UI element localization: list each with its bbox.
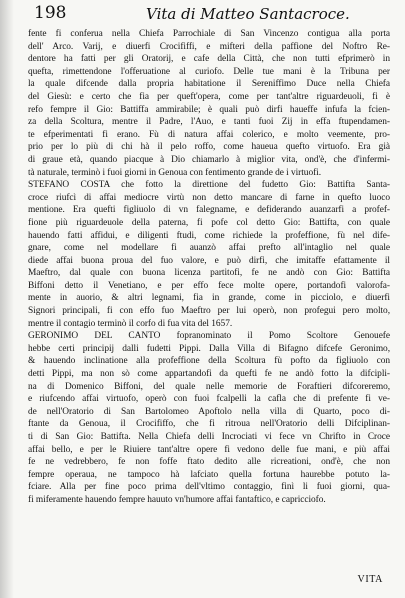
- text-line: mente in auorio, & altri legnami, fia in grande, come in picciolo, e diuerfi: [28, 293, 390, 304]
- text-line: mentre il contagio terminò il corfo di fua vita del 1657.: [28, 318, 233, 329]
- text-line: fempre operaua, ne tampoco hà lafciato quella fortuna haurebbe potuto la-: [28, 469, 390, 480]
- text-line: detti Pippi, ma non sò come appartandofi da quefti fe ne andò fotto la difcipli-: [28, 369, 390, 380]
- text-line: te efperimentati fi erano. Fù di natura affai colerico, e molto veemente, pro-: [28, 129, 390, 140]
- text-line: del Giesù: e certo che fia per queft'opera, come per tant'altre riguardeuoli, fi è: [28, 91, 390, 102]
- text-line: croce riufcì di affai mediocre virtù non detto mancare di farne in quefto luoco: [28, 192, 390, 203]
- text-line: dentore ha fatti per gli Oratorij, e cafe della Città, che non tutti efprimerò in: [28, 54, 390, 65]
- text-line: dell' Arco. Varij, e diuerfi Crocififfi, e mifteri della paffione del Noftro Re-: [28, 41, 390, 52]
- text-line: fente fi conferua nella Chiefa Parrochiale di San Vincenzo contigua alla porta: [28, 29, 390, 39]
- running-title: Vita di Matteo Santacroce.: [146, 5, 350, 23]
- text-line: tà naturale, terminò i fuoi giorni in Genoua con fentimento grande de i virtuofi.: [28, 167, 321, 178]
- page-number: 198: [34, 3, 67, 23]
- page-header: [34, 4, 374, 22]
- text-line: ftante da Genoua, il Crocififfo, che fi ritroua nell'Oratorio delli Difciplinan-: [28, 419, 390, 430]
- text-line: Biffoni detto il Venetiano, e per effo fece molte opere, portandofi valorofa-: [28, 280, 390, 291]
- text-line: prio per lo più di chi hà il pelo roffo, come haueua quefto virtuofo. Era già: [28, 142, 390, 153]
- text-line: affai bello, e per le Riuiere tant'altre opere fi vedono delle fue mani, e più affai: [28, 444, 390, 455]
- text-line: mentione. Era quefti figliuolo di vn falegname, e defiderando auanzarfi a profef-: [28, 205, 390, 216]
- text-line: ti di San Gio: Battifta. Nella Chiefa delli Incrociati vi fece vn Chrifto in Croce: [28, 432, 390, 442]
- body-text: [28, 28, 390, 507]
- text-line: & hauendo inclinatione alla profeffione della Scoltura fù pofto da figliuolo con: [28, 356, 390, 367]
- text-line: na di Domenico Biffoni, del quale nelle memorie de Foraftieri difcoreremo,: [28, 381, 390, 392]
- text-line: e riufcendo affai virtuofo, operò con fuoi fcalpelli la cafla che di prefente fi ve-: [28, 394, 390, 405]
- text-line: quefta, rimettendone l'offeruatione al curiofo. Delle tue mani è la Tribuna per: [28, 66, 390, 77]
- text-line: diede affai buona proua del fuo valore, e può dirfi, che imitaffe efattamente il: [28, 255, 390, 266]
- text-line: hauendo fatti affidui, e diligenti ftudi, come richiede la profeffione, fù nel dife-: [28, 230, 390, 241]
- text-line: Signori principali, fi con effo fuo Maeftro per lui operò, non profegui pero molto,: [28, 306, 390, 317]
- text-line: de nell'Oratorio di San Bartolomeo Apoftolo nella villa di Quarto, poco di-: [28, 406, 390, 417]
- text-line: fione più riguardeuole della paterna, fi pofe col detto Gio: Battifta, con quale: [28, 217, 390, 228]
- text-line: fe ne vedrebbero, fe non foffe ftato dedito alle ricreationi, ond'è, che non: [28, 457, 390, 468]
- text-line: gnare, come nel modellare fi auanzò affai prefto all'intaglio nel quale: [28, 243, 390, 254]
- text-line: refo fempre il Gio: Battiffa ammirabile; è quali può dirfi haueffe infufa la fcien-: [28, 104, 390, 115]
- text-line: Maeftro, dal quale con buona licenza partitofi, fe ne andò con Gio: Battifta: [28, 268, 390, 279]
- catchword: VITA: [357, 574, 383, 585]
- text-line: di graue età, quando piacque à Dio chiamarlo à miglior vita, ond'è, che d'infermi-: [28, 154, 390, 165]
- text-line: GERONIMO DEL CANTO fopranominato il Pomo Scoltore Genouefe: [28, 331, 390, 342]
- text-line: fciare. Alla per fine poco prima dell'vltimo contaggio, finì li fuoi giorni, qua-: [28, 482, 390, 493]
- text-line: za della Scoltura, mentre il Padre, l'Auo, e tanti fuoi Zij in effa ftupendamen-: [28, 117, 390, 128]
- text-line: fi miferamente hauendo fempre hauuto vn'humore affai fantaftico, e capricciofo.: [28, 494, 326, 505]
- text-line: hebbe certi principij dalli fudetti Pippi. Dalla Villa di Bifagno difcefe Geronimo,: [28, 343, 390, 354]
- text-line: la quale difcende dalla propria habitatione il Sereniffimo Duce nella Chiefa: [28, 79, 390, 90]
- text-line: STEFANO COSTA che fotto la direttione del fudetto Gio: Battifta Santa-: [28, 180, 390, 191]
